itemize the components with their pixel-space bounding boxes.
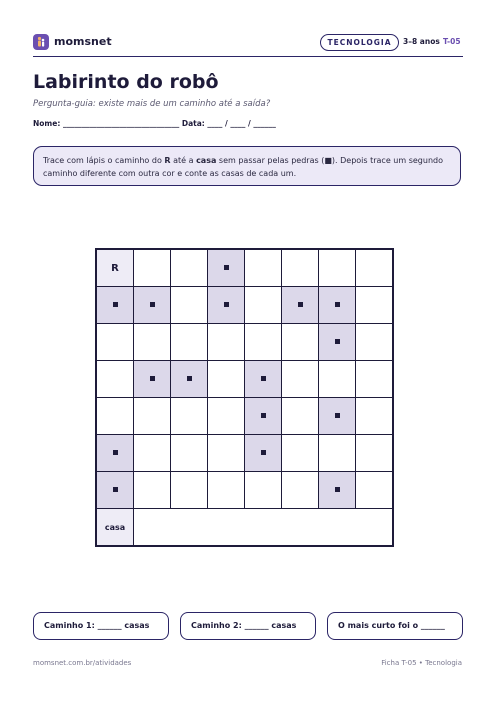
maze-cell[interactable] <box>282 361 319 398</box>
maze-cell[interactable] <box>356 287 394 324</box>
rock-icon <box>224 265 229 270</box>
maze-cell[interactable] <box>319 361 356 398</box>
maze-cell[interactable] <box>171 249 208 287</box>
maze-start-cell[interactable]: R <box>96 249 134 287</box>
maze-cell[interactable] <box>319 249 356 287</box>
maze-rock-cell[interactable] <box>319 472 356 509</box>
maze-cell[interactable] <box>245 472 282 509</box>
path2-answer[interactable]: Caminho 2: ______ casas <box>180 612 316 640</box>
maze-row <box>96 509 393 547</box>
maze-row <box>96 287 393 324</box>
maze-rock-cell[interactable] <box>208 287 245 324</box>
header-divider <box>33 56 463 57</box>
instructions-text: até a <box>170 156 197 165</box>
maze-cell[interactable] <box>208 398 245 435</box>
rock-icon <box>224 302 229 307</box>
maze-cell[interactable] <box>171 287 208 324</box>
maze-rock-cell[interactable] <box>319 287 356 324</box>
guiding-question: Pergunta-guia: existe mais de um caminho até a saída? <box>33 99 271 109</box>
maze-cell[interactable] <box>245 324 282 361</box>
rock-icon <box>113 302 118 307</box>
maze-row <box>96 398 393 435</box>
maze-cell[interactable] <box>356 249 394 287</box>
maze-cell[interactable] <box>171 435 208 472</box>
date-field[interactable]: ____ / ____ / ______ <box>207 119 276 128</box>
path1-answer[interactable]: Caminho 1: ______ casas <box>33 612 169 640</box>
maze-rock-cell[interactable] <box>282 287 319 324</box>
maze-cell[interactable] <box>171 324 208 361</box>
maze-grid <box>95 248 394 547</box>
maze-cell[interactable] <box>319 435 356 472</box>
maze-row <box>96 361 393 398</box>
rock-icon <box>335 339 340 344</box>
maze-rock-cell[interactable] <box>134 287 171 324</box>
name-label: Nome: <box>33 119 61 128</box>
maze-rock-cell[interactable] <box>96 287 134 324</box>
maze-rock-cell[interactable] <box>245 398 282 435</box>
maze-cell[interactable] <box>134 324 171 361</box>
maze-cell[interactable] <box>356 435 394 472</box>
maze-cell[interactable] <box>356 472 394 509</box>
logo-icon <box>33 34 49 50</box>
maze-rock-cell[interactable] <box>208 249 245 287</box>
rock-icon <box>335 413 340 418</box>
brand-name: momsnet <box>54 35 112 48</box>
rock-icon <box>335 302 340 307</box>
age-range: 3–8 anos <box>403 37 440 46</box>
maze-rock-cell[interactable] <box>245 361 282 398</box>
maze-cell[interactable] <box>134 472 171 509</box>
rock-icon <box>261 413 266 418</box>
maze-rock-cell[interactable] <box>171 361 208 398</box>
maze-row <box>96 249 393 287</box>
maze-cell[interactable] <box>134 249 171 287</box>
home-ref: casa <box>196 156 217 165</box>
rock-icon <box>187 376 192 381</box>
instructions-text: Trace com lápis o caminho do <box>43 156 165 165</box>
maze-cell[interactable] <box>96 361 134 398</box>
maze-cell[interactable] <box>282 472 319 509</box>
rock-icon <box>113 487 118 492</box>
maze-cell[interactable] <box>208 324 245 361</box>
maze-rock-cell[interactable] <box>134 361 171 398</box>
maze-rock-cell[interactable] <box>319 398 356 435</box>
rock-icon <box>298 302 303 307</box>
maze-cell[interactable] <box>245 287 282 324</box>
maze-cell[interactable] <box>208 435 245 472</box>
maze-cell[interactable] <box>282 249 319 287</box>
rock-icon <box>150 302 155 307</box>
name-field[interactable]: _______________________________ <box>62 119 180 128</box>
maze-row <box>96 472 393 509</box>
maze-rock-cell[interactable] <box>245 435 282 472</box>
maze-cell[interactable] <box>282 324 319 361</box>
maze-rock-cell[interactable] <box>96 435 134 472</box>
maze-cell[interactable] <box>96 398 134 435</box>
maze-cell[interactable] <box>356 324 394 361</box>
footer-sheet-label: Ficha T-05 • Tecnologia <box>381 659 462 667</box>
instructions-box <box>33 146 461 186</box>
instructions-text: sem passar pelas pedras ( <box>216 156 325 165</box>
instructions-text: ). Depois trace um segundo caminho diferente com outra cor e conte as casas de cada um. <box>43 156 443 178</box>
maze-cell[interactable] <box>356 398 394 435</box>
maze-bottom-area <box>134 509 394 547</box>
maze-cell[interactable] <box>134 398 171 435</box>
maze-row <box>96 435 393 472</box>
maze-cell[interactable] <box>171 472 208 509</box>
robot-ref: R <box>164 156 171 165</box>
rock-icon <box>150 376 155 381</box>
category-tag: TECNOLOGIA <box>320 34 399 51</box>
rock-icon <box>261 376 266 381</box>
rock-symbol: ■ <box>324 156 332 165</box>
page-title: Labirinto do robô <box>33 71 219 93</box>
maze-row <box>96 324 393 361</box>
maze-cell[interactable] <box>356 361 394 398</box>
rock-icon <box>261 450 266 455</box>
maze-cell[interactable] <box>282 398 319 435</box>
date-label: Data: <box>181 119 205 128</box>
maze-cell[interactable] <box>282 435 319 472</box>
maze-cell[interactable] <box>171 398 208 435</box>
sheet-code: T-05 <box>443 37 461 46</box>
maze-cell[interactable] <box>96 324 134 361</box>
rock-icon <box>113 450 118 455</box>
maze-rock-cell[interactable] <box>96 472 134 509</box>
maze-home-cell[interactable]: casa <box>96 509 134 547</box>
maze-cell[interactable] <box>245 249 282 287</box>
maze-rock-cell[interactable] <box>319 324 356 361</box>
maze-cell[interactable] <box>208 361 245 398</box>
name-date-line <box>33 119 276 128</box>
shortest-answer[interactable]: O mais curto foi o ______ <box>327 612 463 640</box>
header <box>33 33 463 55</box>
maze-cell[interactable] <box>208 472 245 509</box>
maze-cell[interactable] <box>134 435 171 472</box>
footer-url: momsnet.com.br/atividades <box>33 659 132 667</box>
rock-icon <box>335 487 340 492</box>
